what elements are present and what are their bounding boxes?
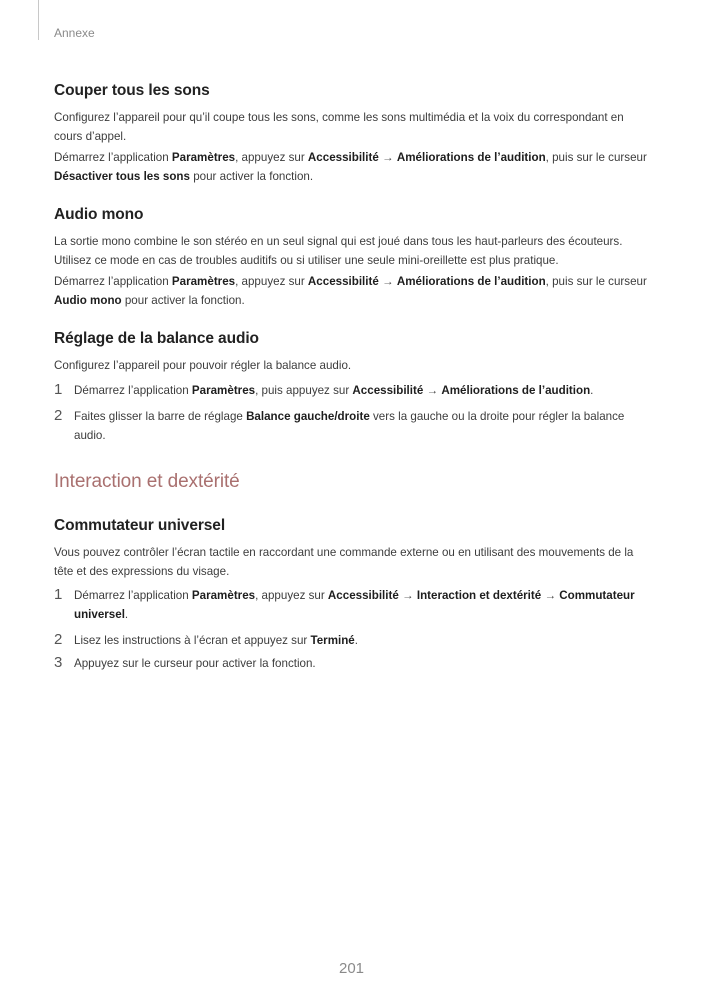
- running-header: Annexe: [54, 26, 95, 40]
- step-number: 2: [54, 631, 63, 648]
- text-run: Démarrez l’application: [74, 589, 192, 602]
- text-run: pour activer la fonction.: [189, 169, 314, 183]
- step-number: 1: [54, 586, 63, 603]
- margin-rule: [38, 0, 39, 40]
- page-content: [54, 82, 654, 693]
- step-number: 3: [54, 653, 63, 671]
- step-item: [54, 655, 654, 674]
- step-text: [74, 655, 654, 674]
- step-list: [54, 587, 654, 673]
- text-run: Appuyez sur le curseur pour activer la fonction.: [74, 656, 316, 670]
- bold-term: Audio mono: [54, 293, 122, 307]
- bold-term: Accessibilité: [307, 275, 379, 288]
- step-text: [74, 382, 654, 401]
- text-run: .: [590, 383, 594, 397]
- bold-term: Paramètres: [171, 275, 236, 288]
- text-run: pour activer la fonction.: [121, 293, 245, 307]
- bold-term: Paramètres: [171, 151, 236, 164]
- step-item: [54, 382, 654, 401]
- step-text: [74, 632, 654, 651]
- section-title: Audio mono: [54, 206, 144, 223]
- text-run: →: [423, 383, 442, 397]
- text-run: Démarrez l’application: [54, 151, 172, 164]
- text-run: Faites glisser la barre de réglage: [74, 410, 247, 423]
- text-run: Lisez les instructions à l’écran et appuyez sur: [74, 634, 311, 647]
- text-run: →: [378, 151, 397, 164]
- text-run: , puis appuyez sur: [255, 383, 353, 397]
- text-run: →: [398, 589, 417, 602]
- bold-term: Balance gauche/droite: [246, 410, 370, 423]
- bold-term: Commutateur universel: [74, 589, 635, 621]
- paragraph: Configurez l’appareil pour qu’il coupe tous les sons, comme les sons multimédia et la voix du correspondant en cours d’appel.: [54, 111, 624, 143]
- text-run: →: [378, 275, 397, 288]
- text-run: vers la gauche ou la droite pour régler la balance audio.: [74, 410, 625, 442]
- bold-term: Améliorations de l’audition: [396, 275, 546, 288]
- section-title: Commutateur universel: [54, 517, 226, 534]
- page-number: 201: [338, 960, 365, 977]
- bold-term: Paramètres: [191, 589, 256, 602]
- step-list: [54, 382, 654, 446]
- section-title: Couper tous les sons: [54, 82, 210, 99]
- text-run: Démarrez l’application: [54, 275, 172, 288]
- bold-term: Accessibilité: [307, 151, 379, 164]
- section-commutateur-universel: [54, 517, 654, 673]
- bold-term: Interaction et dextérité: [416, 589, 542, 602]
- bold-term: Désactiver tous les sons: [54, 169, 190, 183]
- instruction-paragraph: [54, 273, 654, 310]
- bold-term: Terminé: [310, 634, 355, 647]
- step-item: [54, 408, 654, 445]
- section-balance-audio: [54, 330, 654, 445]
- step-item: [54, 632, 654, 651]
- bold-term: Accessibilité: [327, 589, 399, 602]
- text-run: →: [541, 589, 560, 602]
- text-run: , appuyez sur: [235, 151, 308, 164]
- text-run: .: [354, 634, 358, 647]
- step-text: [74, 408, 654, 445]
- paragraph: Vous pouvez contrôler l’écran tactile en raccordant une commande externe ou en utilisant des mouvements de la tête et des expressions du visage.: [54, 546, 634, 578]
- text-run: , puis sur le curseur: [545, 151, 647, 164]
- text-run: .: [124, 607, 129, 621]
- section-couper-sons: [54, 82, 654, 186]
- bold-term: Améliorations de l’audition: [396, 151, 546, 164]
- chapter-title: Interaction et dextérité: [54, 471, 240, 492]
- bold-term: Accessibilité: [352, 383, 424, 397]
- section-audio-mono: [54, 206, 654, 310]
- bold-term: Paramètres: [191, 383, 256, 397]
- text-run: Démarrez l’application: [74, 383, 192, 397]
- section-title: Réglage de la balance audio: [54, 330, 259, 347]
- text-run: , appuyez sur: [235, 275, 308, 288]
- step-number: 2: [54, 407, 63, 424]
- text-run: , puis sur le curseur: [545, 275, 647, 288]
- paragraph: La sortie mono combine le son stéréo en un seul signal qui est joué dans tous les haut-parleurs des écouteurs. Utilisez ce mode en cas de troubles auditifs ou si utiliser une seule mini-oreillette est plus pratique.: [54, 235, 623, 267]
- instruction-paragraph: [54, 149, 654, 186]
- paragraph: Configurez l’appareil pour pouvoir régler la balance audio.: [54, 359, 352, 372]
- text-run: , appuyez sur: [255, 589, 328, 602]
- step-text: [74, 587, 654, 624]
- step-number: 1: [54, 380, 63, 398]
- step-item: [54, 587, 654, 624]
- bold-term: Améliorations de l’audition: [441, 383, 591, 397]
